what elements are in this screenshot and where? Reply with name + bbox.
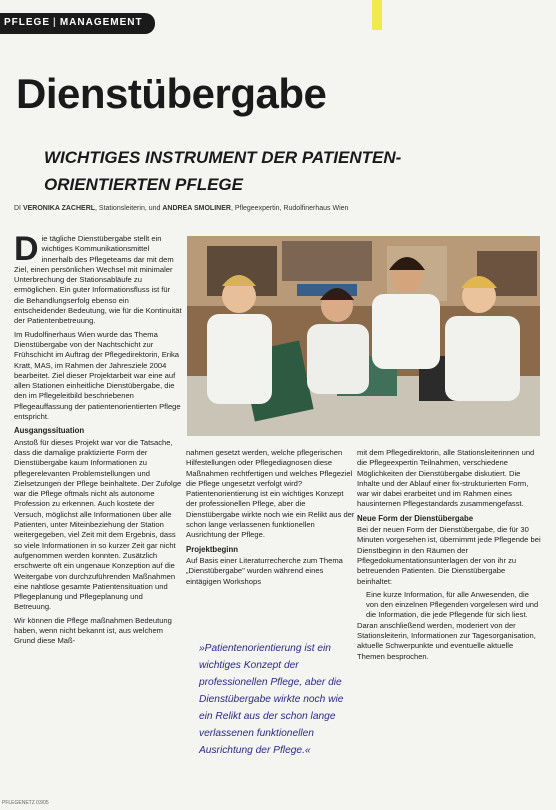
section-label: PFLEGE <box>4 17 51 28</box>
article-title: Dienstübergabe <box>16 70 327 117</box>
heading-neue-form: Neue Form der Dienstübergabe <box>357 513 474 523</box>
author-2: ANDREA SMOLINER <box>162 205 231 212</box>
author-2-role: , Pflegeexpertin, Rudolfinerhaus Wien <box>230 205 349 212</box>
nurses-photo-illustration <box>187 236 540 436</box>
paragraph-patientenorientierung: nahmen gesetzt werden, welche pflegerischen Hilfestellungen oder Pflegediagnosen diese Maßnahmen rechtfertigen und welches Pflegeziel die Pflege ungesetzt verfolgt wird? Patientenorientierung ist ein wichtiges Konzept der professionellen Pflege, aber die Dienstübergabe wirkte noch wie ein Relikt aus der schon lange verlassenen funktionellen Ausrichtung der Pflege. <box>186 448 355 540</box>
byline <box>14 205 534 212</box>
article-photo <box>187 236 540 436</box>
paragraph-ausgangssituation: Anstoß für dieses Projekt war vor die Tatsache, dass die damalige praktizierte Form der Dienstübergabe kaum Informationen zu pflegerelevanten Problemstellungen und Zielsetzungen der Pflege beinhaltete. Der Zufolge war die Pflege oftmals nicht als autonome Profession zu erkennen. Auch kostete der Versuch, möglichst alle Informationen über alle Patienten, unter Miteinbeziehung der Station weitergegeben, viel Zeit mit dem Ergebnis, dass so viele Informationen in so kurzer Zeit gar nicht aufgenommen werden konnten. Zusätzlich erschwerte oft ein ungenaue Konzeption auf die Weitergabe von durchzuführenden Maßnahmen eine nahtlose gesamte Patientensituation und Pflegeplanung und Pflegeplanung und Betreuung. <box>14 437 182 612</box>
section-header: PFLEGE | MANAGEMENT <box>4 17 143 28</box>
intro-paragraph-1: ie tägliche Dienstübergabe stellt ein wichtiges Kommunikationsmittel innerhalb des Pflegeteams dar mit dem Ziel, einen persönlichen Wechsel mit minimaler Unterbrechung der Stationsabläufe zu ermöglichen. Ein guter Informationsfluss ist für die Behandlungserfolg ebenso ein entscheidender Bedeutung, wie für die Kontinuität der Patientenbetreuung. <box>14 234 182 326</box>
column-2 <box>186 448 356 638</box>
category-label: MANAGEMENT <box>59 17 143 28</box>
heading-ausgangssituation: Ausgangssituation <box>14 426 85 436</box>
intro-paragraph-2: Im Rudolfinerhaus Wien wurde das Thema Dienstübergabe von der Nachtschicht zur Frühschicht im Auftrag der Pflegedirektorin, Erika Kratt, MAS, im Rahmen der Jahresziele 2004 bearbeitet. Ziel dieser Projektarbeit war eine auf allen Stationen einheitliche Dienstübergabe, die den im Pflegeleitbild beschriebenen Pflegeauffassung der patientenorientierten Pflege entspricht. <box>14 329 181 422</box>
column-3 <box>357 448 542 788</box>
bullet-item: • die Information, die jede Pflegende für sich liest. <box>366 610 542 620</box>
bullet-item: • Eine kurze Information, für alle Anwesenden, die von den einzelnen Pflegenden vorgelesen wird und <box>366 590 542 611</box>
article-subtitle: WICHTIGES INSTRUMENT DER PATIENTEN-ORIENTIERTEN PFLEGE <box>44 148 402 194</box>
author-1-role: , Stationsleiterin, und <box>95 205 161 212</box>
paragraph-ausgangssituation-2: Wir können die Pflege maßnahmen Bedeutung haben, wenn nicht bekannt ist, aus welchem Grund diese Maß- <box>14 615 172 646</box>
paragraph-workshop: mit dem Pflegedirektorin, alle Stationsleiterinnen und die Pflegeexpertin Teilnahmen, verschiedene Möglichkeiten der Dienstübergabe diskutiert. Die Inhalte und der Ablauf einer fix-strukturierten Form, war wir dabei erarbeitet und im Rahmen eines hausinternen Pflegestandards zusammengefasst. <box>357 448 535 509</box>
author-1: VERONIKA ZACHERL <box>22 205 96 212</box>
heading-projektbeginn: Projektbeginn <box>186 544 238 554</box>
paragraph-neue-form: Bei der neuen Form der Dienstübergabe, die für 30 Minuten vorgesehen ist, übernimmt jede Pflegende bei Dienstbeginn in den Räumen der Pflegedokumentationsunterlagen der von ihr zu betreuenden Patienten. Die Dienstübergabe beinhaltet: <box>357 525 541 586</box>
drop-cap: D <box>14 234 39 268</box>
yellow-page-tab <box>372 0 382 30</box>
paragraph-projektbeginn: Auf Basis einer Literaturrecherche zum Thema „Dienstübergabe" wurden während eines eintägigen Workshops <box>186 555 343 586</box>
bullet-list <box>357 590 542 621</box>
pull-quote: »Patientenorientierung ist ein wichtiges Konzept der professionellen Pflege, aber die Dienstübergabe wirkte noch wie ein Relikt aus der schon lange verlassenen funktionellen Ausrichtung der Pflege.« <box>199 643 344 756</box>
column-1 <box>14 234 182 774</box>
page-footer: PFLEGENETZ 03/05 <box>2 800 49 806</box>
paragraph-abschluss: Daran anschließend werden, moderiert von der Stationsleiterin, Informationen zur Tagesorganisation, aktuelle Schwerpunkte und eventuelle aktuelle Themen besprochen. <box>357 620 536 661</box>
byline-prefix: DI <box>14 205 21 212</box>
